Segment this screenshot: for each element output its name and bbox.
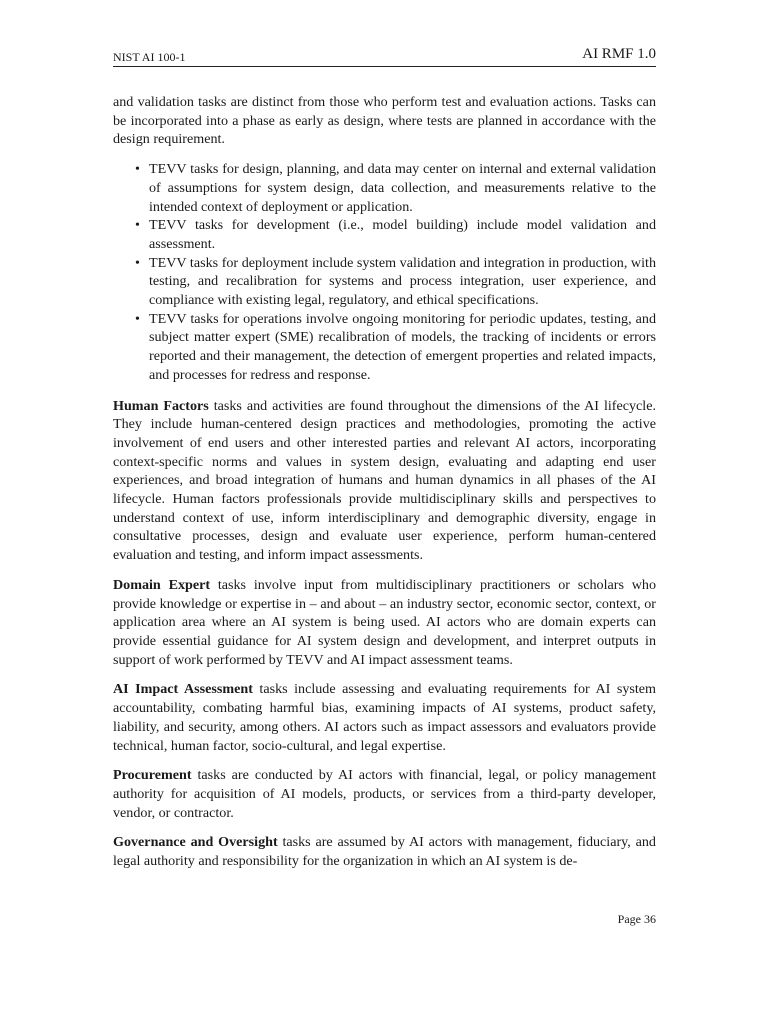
list-item: • TEVV tasks for operations involve ongoing monitoring for periodic updates, testing, and subject matter expert (SME) recalibration of models, the tracking of incidents or errors reported and their management, the detection of emergent properties and related impacts, and processes for redress and response.	[149, 310, 656, 385]
impact-assessment-term: AI Impact Assessment	[113, 681, 253, 698]
domain-expert-paragraph	[113, 576, 656, 670]
human-factors-paragraph	[113, 397, 656, 565]
intro-paragraph: and validation tasks are distinct from those who perform test and evaluation actions. Tasks can be incorporated into a phase as early as design, where tests are planned in accordance with the design requirement.	[113, 94, 656, 148]
impact-assessment-paragraph	[113, 680, 656, 755]
governance-paragraph	[113, 833, 656, 870]
governance-term: Governance and Oversight	[113, 834, 278, 851]
list-item: • TEVV tasks for deployment include system validation and integration in production, with testing, and recalibration for systems and process integration, user experience, and compliance with existing legal, regulatory, and ethical specifications.	[149, 254, 656, 310]
procurement-paragraph	[113, 766, 656, 822]
page-body	[113, 93, 656, 882]
list-item: • TEVV tasks for design, planning, and data may center on internal and external validation of assumptions for system design, data collection, and measurements relative to the intended context of deployment or application.	[149, 160, 656, 216]
list-item: • TEVV tasks for development (i.e., model building) include model validation and assessment.	[149, 216, 656, 253]
procurement-text: tasks are conducted by AI actors with financial, legal, or policy management authority for acquisition of AI models, products, or services from a third-party developer, vendor, or contractor.	[113, 767, 656, 821]
domain-expert-text: tasks involve input from multidisciplinary practitioners or scholars who provide knowledge or expertise in – and about – an industry sector, economic sector, context, or application area where an AI system is being used. AI actors who are domain experts can provide essential guidance for AI system design and development, and interpret outputs in support of work performed by TEVV and AI impact assessment teams.	[113, 576, 656, 668]
tevv-task-list	[113, 160, 656, 384]
impact-assessment-text: tasks include assessing and evaluating requirements for AI system accountability, combating harmful bias, examining impacts of AI systems, product safety, liability, and security, among others. AI actors such as impact assessors and evaluators provide technical, human factor, socio-cultural, and legal expertise.	[113, 681, 657, 754]
domain-expert-term: Domain Expert	[113, 576, 211, 593]
document-id: NIST AI 100-1	[113, 50, 186, 64]
governance-text: tasks are assumed by AI actors with management, fiduciary, and legal authority and responsibility for the organization in which an AI system is de-	[113, 834, 656, 870]
human-factors-term: Human Factors	[113, 397, 209, 414]
page-number: Page 36	[617, 912, 656, 926]
document-title: AI RMF 1.0	[582, 46, 656, 62]
human-factors-text: tasks and activities are found throughout the dimensions of the AI lifecycle. They include human-centered design practices and methodologies, promoting the active involvement of end users and other interested parties and relevant AI actors, incorporating context-specific norms and values in system design, evaluating and adapting end user experiences, and broad integration of humans and human dynamics in all phases of the AI lifecycle. Human factors professionals provide multidisciplinary skills and perspectives to understand context of use, inform interdisciplinary and demographic diversity, engage in consultative processes, design and evaluate user experience, perform human-centered evaluation and testing, and inform impact assessments.	[113, 397, 656, 564]
running-header	[113, 46, 656, 67]
procurement-term: Procurement	[113, 767, 192, 784]
